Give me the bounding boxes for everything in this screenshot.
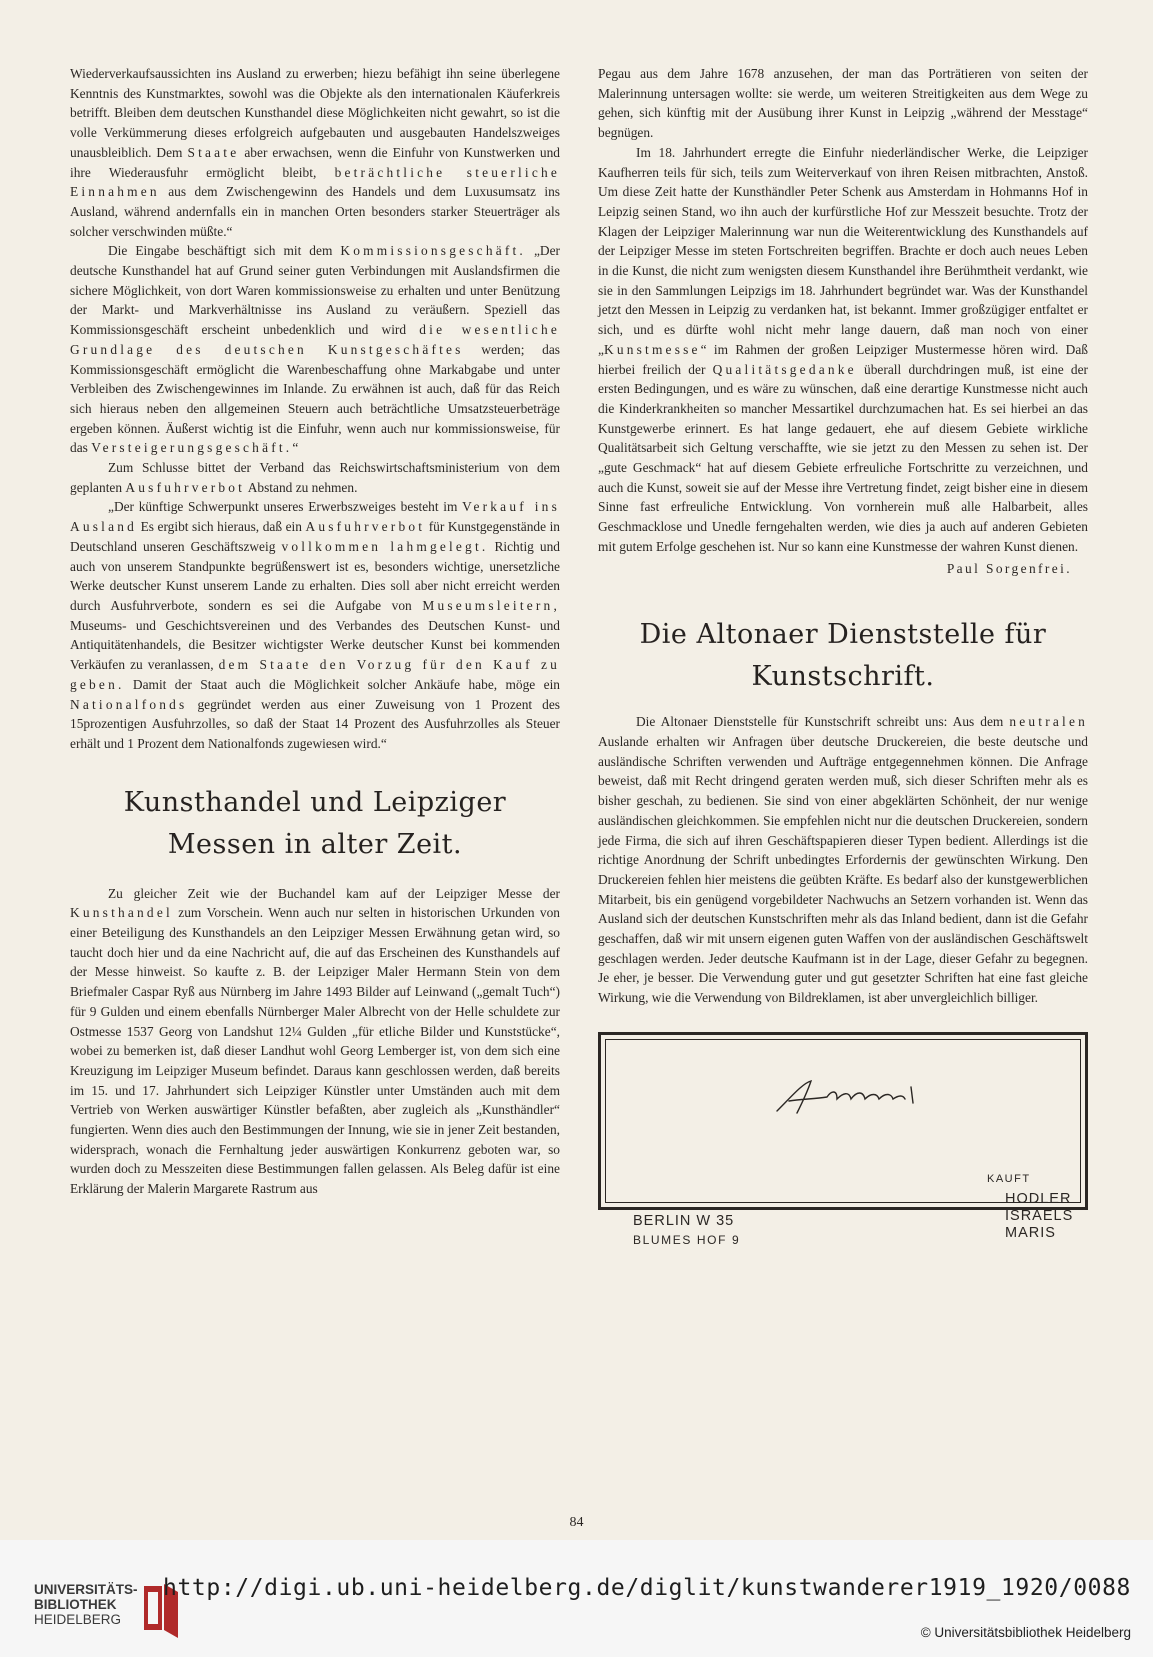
artist-name: HODLER xyxy=(1005,1190,1072,1207)
artist-name: MARIS xyxy=(1005,1224,1056,1241)
section-heading: Kunsthandel und Leipziger Messen in alter Zeit. xyxy=(123,786,507,860)
advertisement-box xyxy=(598,1032,1088,1247)
footer-bar xyxy=(0,1540,1153,1657)
page-number: 84 xyxy=(569,1515,584,1530)
section-heading: Die Altonaer Dienststelle für Kunstschrift. xyxy=(639,619,1047,693)
right-column xyxy=(598,64,1088,1247)
ad-artist-names xyxy=(1005,1191,1073,1242)
copyright-notice: © Universitätsbibliothek Heidelberg xyxy=(920,1625,1131,1640)
source-url-link[interactable]: http://digi.ub.uni-heidelberg.de/diglit/kunstwanderer1919_1920/0088 xyxy=(163,1575,1131,1601)
ad-street: BLUMES HOF 9 xyxy=(633,1232,741,1247)
artist-name: ISRAELS xyxy=(1005,1207,1074,1224)
ad-city: BERLIN W 35 xyxy=(633,1212,735,1229)
paragraph: Wiederverkaufsaussichten ins Ausland zu erwerben; hiezu befähigt ihn seine überlegene Kenntnis des Kunstmarktes, sowohl was die Objekte als den internationalen Käuferkreis betrifft. Bleiben dem deutschen Kunsthandel diese Möglichkeiten nicht gewahrt, so ist die volle Verkümmerung dieses erfolgreich aufgebauten und ausgebauten Handelszweiges unausbleiblich. Dem Staate aber erwachsen, wenn die Einfuhr von Kunstwerken und ihre Wiederausfuhr ermöglicht bleibt, beträchtliche steuerliche Einnahmen aus dem Zwischengewinn des Handels und dem Luxusumsatz ins Ausland, während andernfalls ein in manchen Orten besonders starker Steuerträger als solcher verschwinden müßte.“ xyxy=(70,66,561,239)
library-name: UNIVERSITÄTS- BIBLIOTHEK HEIDELBERG xyxy=(34,1582,138,1627)
handwritten-signature-icon xyxy=(771,1077,941,1117)
paragraph: „Der künftige Schwerpunkt unseres Erwerbszweiges besteht im Verkauf ins Ausland Es ergibt sich hieraus, daß ein Ausfuhrverbot für Kunstgegenstände in Deutschland unseren Geschäftszweig vollkommen lahmgelegt. Richtig und auch von unserem Standpunkte begrüßenswert ist es, besonders wichtige, unersetzliche Werke deutscher Kunst unserem Lande zu erhalten. Dies soll aber nicht erreicht werden durch Ausfuhrverbote, sondern es sei die Aufgabe von Museumsleitern, Museums- und Geschichtsvereinen und des Verbandes des Deutschen Kunst- und Antiquitätenhandels, die Besitzer wichtigster Werke deutscher Kunst bei kommenden Verkäufen zu veranlassen, dem Staate den Vorzug für den Kauf zu geben. Damit der Staat auch die Möglichkeit solcher Ankäufe habe, möge ein Nationalfonds gegründet werden aus einer Zuweisung von 1 Prozent des 15prozentigen Ausfuhrzolles, so daß der Staat 14 Prozent des Ausfuhrzolles als Steuer erhält und 1 Prozent dem Nationalfonds zugewiesen wird.“ xyxy=(70,499,561,751)
paragraph: Pegau aus dem Jahre 1678 anzusehen, der man das Porträtieren von seiten der Malerinnung untersagen wollte: sie werde, um weiteren Streitigkeiten aus dem Wege zu gehen, sich künftig mit der Ausübung ihrer Kunst in Leipzig „während der Messtage“ begnügen. xyxy=(598,66,1088,141)
author-signature: Paul Sorgenfrei. xyxy=(946,560,1072,576)
paragraph: Die Eingabe beschäftigt sich mit dem Kommissionsgeschäft. „Der deutsche Kunsthandel hat auf Grund seiner guten Verbindungen mit Auslandsfirmen die sichere Möglichkeit, von dort Waren kommissionsweise zu erhalten und unter Benützung der Markt- und Markverhältnisse ins Ausland zu veräußern. Speziell das Kommissionsgeschäft erscheint unbedenklich und wird die wesentliche Grundlage des deutschen Kunstgeschäftes werden; das Kommissionsgeschäft ermöglicht die Warenbeschaffung ohne Markabgabe und unter Verbleiben des Zwischengewinnes im Inlande. Zu erwähnen ist auch, daß für das Reich sich hieraus neben den allgemeinen Steuern auch beträchtliche Umsatzsteuerbeträge ergeben können. Äußerst wichtig ist die Einfuhr, wenn auch nur kommissionsweise, für das Versteigerungsgeschäft.“ xyxy=(70,243,560,456)
paragraph: Zu gleicher Zeit wie der Buchandel kam auf der Leipziger Messe der Kunsthandel zum Vorschein. Wenn auch nur selten in historischen Urkunden von einer Beteiligung des Kunsthandels an den Leipziger Messen Erwähnung getan wird, so taucht doch hier und da eine Nachricht auf, die auf das Erscheinen des Kunsthandels auf der Messe hinweist. So kaufte z. B. der Leipziger Maler Hermann Stein von dem Briefmaler Caspar Ryß aus Nürnberg im Jahre 1493 Bilder auf Leinwand („gemalt Tuch“) für 9 Gulden und einem ebenfalls Nürnberger Maler Albrecht von der Helle schuldete zur Ostmesse 1537 Georg von Landshut 12¼ Gulden „für etliche Bilder und Kunststücke“, wobei zu bemerken ist, daß dieser Landhut wohl Georg Lemberger ist, von dem sich eine Kreuzigung im Leipziger Museum befindet. Daraus kann geschlossen werden, daß bereits im 15. und 17. Jahrhundert sich Leipziger Künstler unter Umständen auch mit dem Vertrieb von Werken auswärtiger Künstler befaßten, aber zugleich als „Kunsthändler“ fungierten. Wenn dies auch den Bestimmungen der Innung, wie sie in jener Zeit bestanden, widersprach, wonach die Fernhaltung jeder auswärtigen Konkurrenz geboten war, so wurden doch zu Messzeiten diese Bestimmungen fallen gelassen. Als Beleg dafür ist eine Erklärung der Malerin Margarete Rastrum aus xyxy=(70,885,560,1197)
left-column xyxy=(70,64,560,1199)
ad-buys-label: KAUFT xyxy=(987,1172,1031,1185)
paragraph: Im 18. Jahrhundert erregte die Einfuhr niederländischer Werke, die Leipziger Kaufherren teils für sich, teils zum Weiterverkauf von ihren Reisen mitbrachten, Anstoß. Um diese Zeit hatte der Kunsthändler Peter Schenk aus Amsterdam in Hohmanns Hof in Leipzig seinen Stand, wo ihn auch der kurfürstliche Hof zur Messzeit besuchte. Trotz der Klagen der Leipziger Malerinnung war nun die Weiterentwicklung des Kunsthandels auf der Leipziger Messe im steten Fortschreiten begriffen. Brachte er doch auch neues Leben in die Kunst, die nicht zum wenigsten diesem Kunsthandel ihre Berühmtheit verdankt, wie sie in den Sammlungen Leipzigs im 18. Jahrhundert begründet war. Was der Kunsthandel jetzt den Messen in Leipzig zu verdanken hat, ist bekannt. Immer großzügiger entfaltet er sich, und es dürfte wohl nicht mehr lange dauern, daß man noch von einer „Kunstmesse“ im Rahmen der großen Leipziger Mustermesse hören wird. Daß hierbei freilich der Qualitätsgedanke überall durchdringen muß, ist eine der ersten Bedingungen, und es wäre zu wünschen, daß eine derartige Kunstmesse nicht auch die Kinderkrankheiten so mancher Messartikel durchzumachen hat. Es sei hierbei an das Kunstgewerbe erinnert. Es hat lange gedauert, ehe auf diesem Gebiete wirkliche Qualitätsarbeit sich Geltung verschaffte, wie sie jetzt zu den Messen zu sehen ist. Der „gute Geschmack“ hat auf diesem Gebiete erfreuliche Fortschritte zu verzeichnen, und auch die Kunst, soweit sie auf der Messe ihre Vertretung findet, zeigt bisher eine in diesem Sinne fast erfreuliche Entwicklung. Von vornherein muß alle Halbarbeit, alles Geschmacklose und Unedle ferngehalten werden, wie dies ja auch auf anderen Gebieten mit gutem Erfolge geschehen ist. Nur so kann eine Kunstmesse der wahren Kunst dienen. xyxy=(598,144,1088,554)
paragraph: Die Altonaer Dienststelle für Kunstschrift schreibt uns: Aus dem neutralen Auslande erhalten wir Anfragen über deutsche Druckereien, die beste deutsche und ausländische Schriften verwenden und Aufträge entgegennehmen können. Die Anfrage beweist, daß mit Recht dringend geraten werden muß, sich dieser Schriften mehr als es bisher geschah, zu bedienen. Sie sind von einer abgeklärten Schönheit, der nur wenige ausländischen gleichkommen. Sie empfehlen nicht nur die deutschen Druckereien, sondern jede Firma, die sich auf ihren Geschäftspapieren dieser Typen bedient. Allerdings ist die richtige Anordnung der Schrift unbedingtes Erfordernis der gewünschten Wirkung. Den Druckereien fehlen hier meistens die geübten Kräfte. Es bedarf also der kunstgewerblichen Mitarbeit, bis ein genügend vorgebildeter Nachwuchs an Setzern vorhanden ist. Wenn das Ausland sich der deutschen Kunstschriften mehr als das Inland bedient, dann ist die Gefahr geschaffen, daß wir mit unsern eigenen guten Waffen von der ausländischen Geschäftswelt geschlagen werden. Jeder deutsche Kaufmann ist in der Lage, dieser Gefahr zu begegnen. Je eher, je besser. Die Verwendung guter und gut gesetzter Schriften hat eine fast gleiche Wirkung, wie die Verwendung von Bildreklamen, ist aber unvergleichlich billiger. xyxy=(598,714,1088,1006)
paragraph: Zum Schlusse bittet der Verband das Reichswirtschaftsministerium von dem geplanten Ausfuhrverbot Abstand zu nehmen. xyxy=(70,460,560,495)
